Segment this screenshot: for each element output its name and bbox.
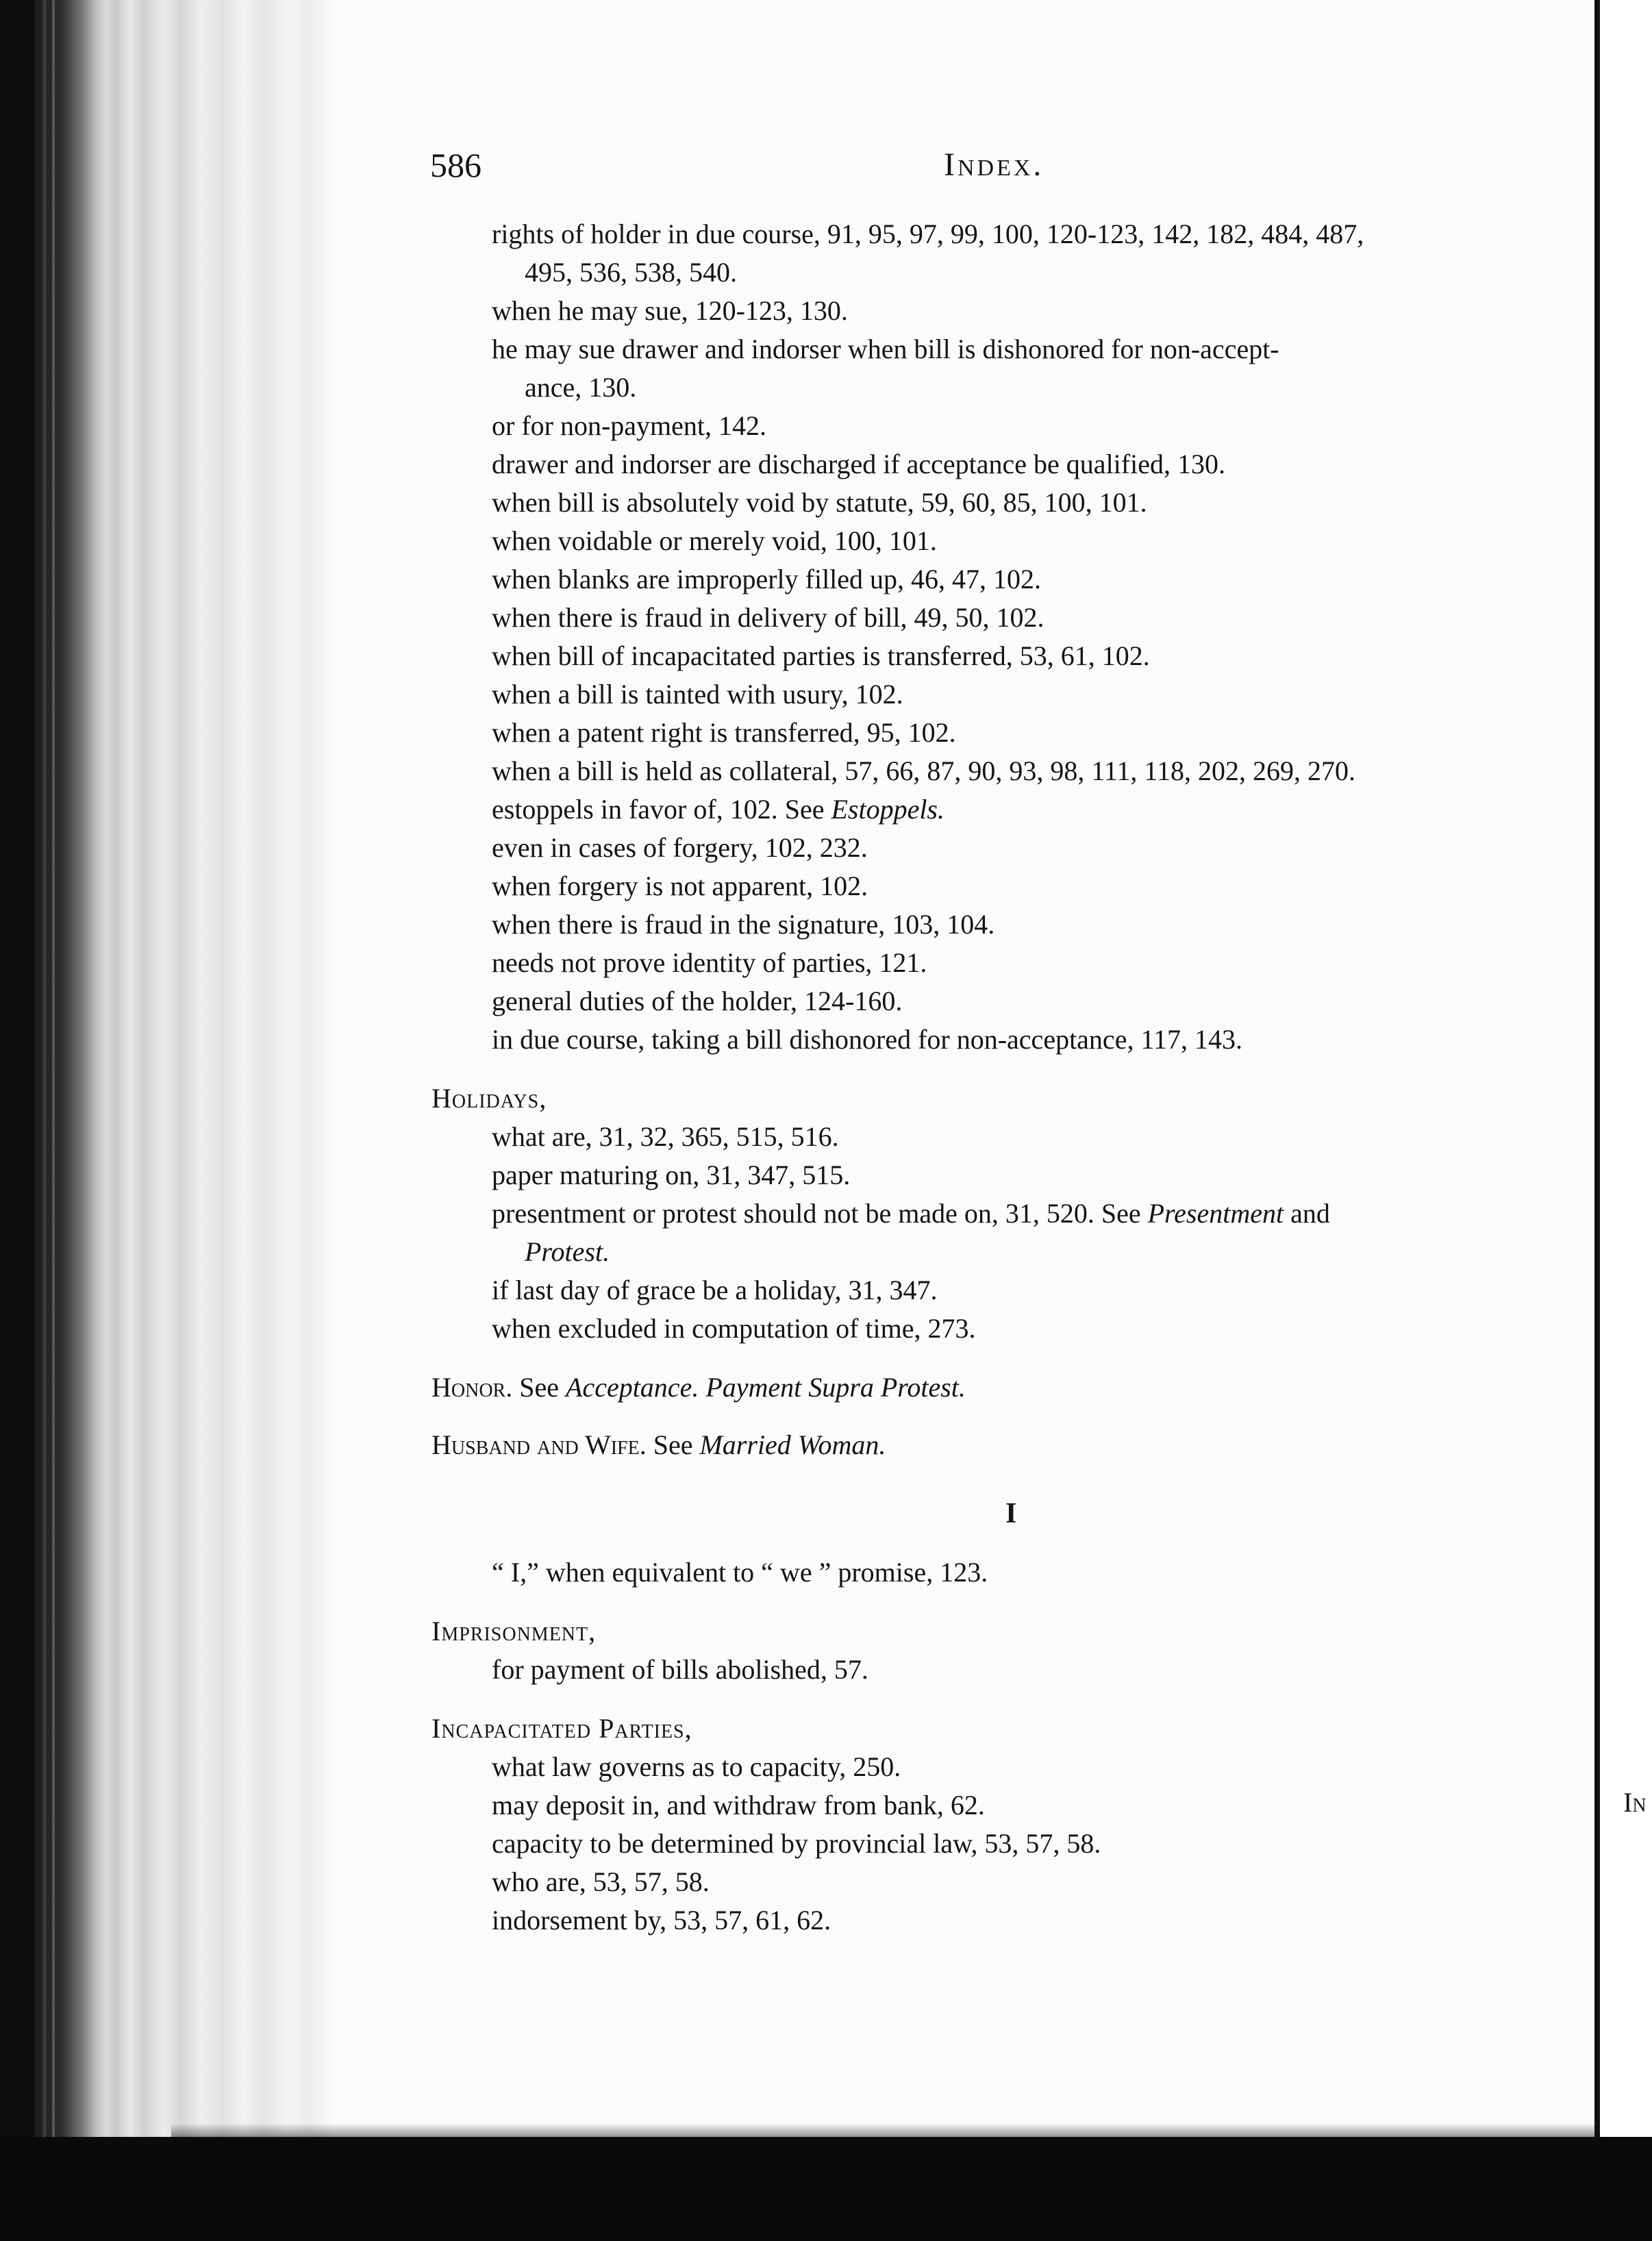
index-line: when he may sue, 120-123, 130. <box>492 295 848 326</box>
index-line: needs not prove identity of parties, 121. <box>492 947 927 978</box>
see-label: See <box>519 1372 559 1403</box>
index-line <box>492 1197 1330 1230</box>
index-line: general duties of the holder, 124-160. <box>492 986 903 1016</box>
cross-reference: Married Woman. <box>699 1429 886 1460</box>
index-heading-incapacitated-parties: Incapacitated Parties, <box>431 1713 692 1744</box>
index-line: even in cases of forgery, 102, 232. <box>492 832 868 863</box>
index-entry-husband-and-wife <box>431 1429 886 1462</box>
index-line: 495, 536, 538, 540. <box>525 257 737 288</box>
index-entry-honor <box>431 1371 966 1404</box>
index-line: when a bill is tainted with usury, 102. <box>492 679 903 710</box>
index-line: “ I,” when equivalent to “ we ” promise, 123. <box>492 1557 988 1588</box>
index-heading-holidays: Holidays, <box>431 1083 547 1114</box>
index-line: may deposit in, and withdraw from bank, 62. <box>492 1790 985 1820</box>
index-line: what are, 31, 32, 365, 515, 516. <box>492 1121 839 1152</box>
index-line: what law governs as to capacity, 250. <box>492 1751 901 1782</box>
running-head: Index. <box>944 147 1044 183</box>
scan-left-border <box>0 0 34 2241</box>
cross-reference: Acceptance. Payment Supra Protest. <box>566 1372 966 1403</box>
index-line: when there is fraud in the signature, 103, 104. <box>492 909 995 940</box>
see-label: See <box>653 1429 693 1460</box>
index-text: and <box>1290 1198 1330 1229</box>
book-gutter <box>34 0 336 2241</box>
index-line: in due course, taking a bill dishonored for non-acceptance, 117, 143. <box>492 1024 1242 1055</box>
index-line: when blanks are improperly filled up, 46, 47, 102. <box>492 564 1042 594</box>
index-line: when a bill is held as collateral, 57, 66, 87, 90, 93, 98, 111, 118, 202, 269, 270. <box>492 755 1355 786</box>
index-heading-imprisonment: Imprisonment, <box>431 1616 597 1647</box>
index-line: capacity to be determined by provincial law, 53, 57, 58. <box>492 1828 1101 1859</box>
index-line: when voidable or merely void, 100, 101. <box>492 525 937 556</box>
index-line: for payment of bills abolished, 57. <box>492 1654 868 1685</box>
index-text: presentment or protest should not be made on, 31, 520. See <box>492 1198 1141 1229</box>
index-text: estoppels in favor of, 102. See <box>492 794 825 825</box>
index-line: if last day of grace be a holiday, 31, 347. <box>492 1275 938 1305</box>
index-line: he may sue drawer and indorser when bill is dishonored for non-accept- <box>492 334 1279 364</box>
index-heading: Honor. <box>431 1372 513 1403</box>
index-line: drawer and indorser are discharged if acceptance be qualified, 130. <box>492 449 1225 479</box>
index-line: when there is fraud in delivery of bill, 49, 50, 102. <box>492 602 1044 633</box>
cross-reference: Protest. <box>525 1236 610 1267</box>
scan-right-margin <box>1596 0 1652 2241</box>
section-letter: I <box>1005 1498 1017 1529</box>
gutter-edge-line <box>42 0 47 2241</box>
index-line: when a patent right is transferred, 95, 102. <box>492 717 956 748</box>
index-line: when bill of incapacitated parties is transferred, 53, 61, 102. <box>492 640 1150 671</box>
index-heading: Husband and Wife. <box>431 1429 647 1460</box>
index-line: indorsement by, 53, 57, 61, 62. <box>492 1905 831 1936</box>
next-page-fragment: In <box>1623 1787 1647 1818</box>
scan-right-border <box>1594 0 1600 2164</box>
index-line: when bill is absolutely void by statute, 59, 60, 85, 100, 101. <box>492 487 1147 518</box>
index-line: rights of holder in due course, 91, 95, 97, 99, 100, 120-123, 142, 182, 484, 487, <box>492 218 1364 249</box>
index-line: or for non-payment, 142. <box>492 410 767 441</box>
cross-reference: Presentment <box>1147 1198 1284 1229</box>
gutter-edge-line <box>52 0 55 2241</box>
index-line: paper maturing on, 31, 347, 515. <box>492 1160 851 1190</box>
index-line: when forgery is not apparent, 102. <box>492 871 868 901</box>
index-line: who are, 53, 57, 58. <box>492 1866 710 1897</box>
page-number: 586 <box>430 146 481 184</box>
index-line: when excluded in computation of time, 273. <box>492 1313 976 1344</box>
index-line <box>492 793 944 826</box>
scan-bottom-border <box>0 2137 1652 2241</box>
index-line: ance, 130. <box>525 372 637 403</box>
cross-reference: Estoppels. <box>831 794 944 825</box>
